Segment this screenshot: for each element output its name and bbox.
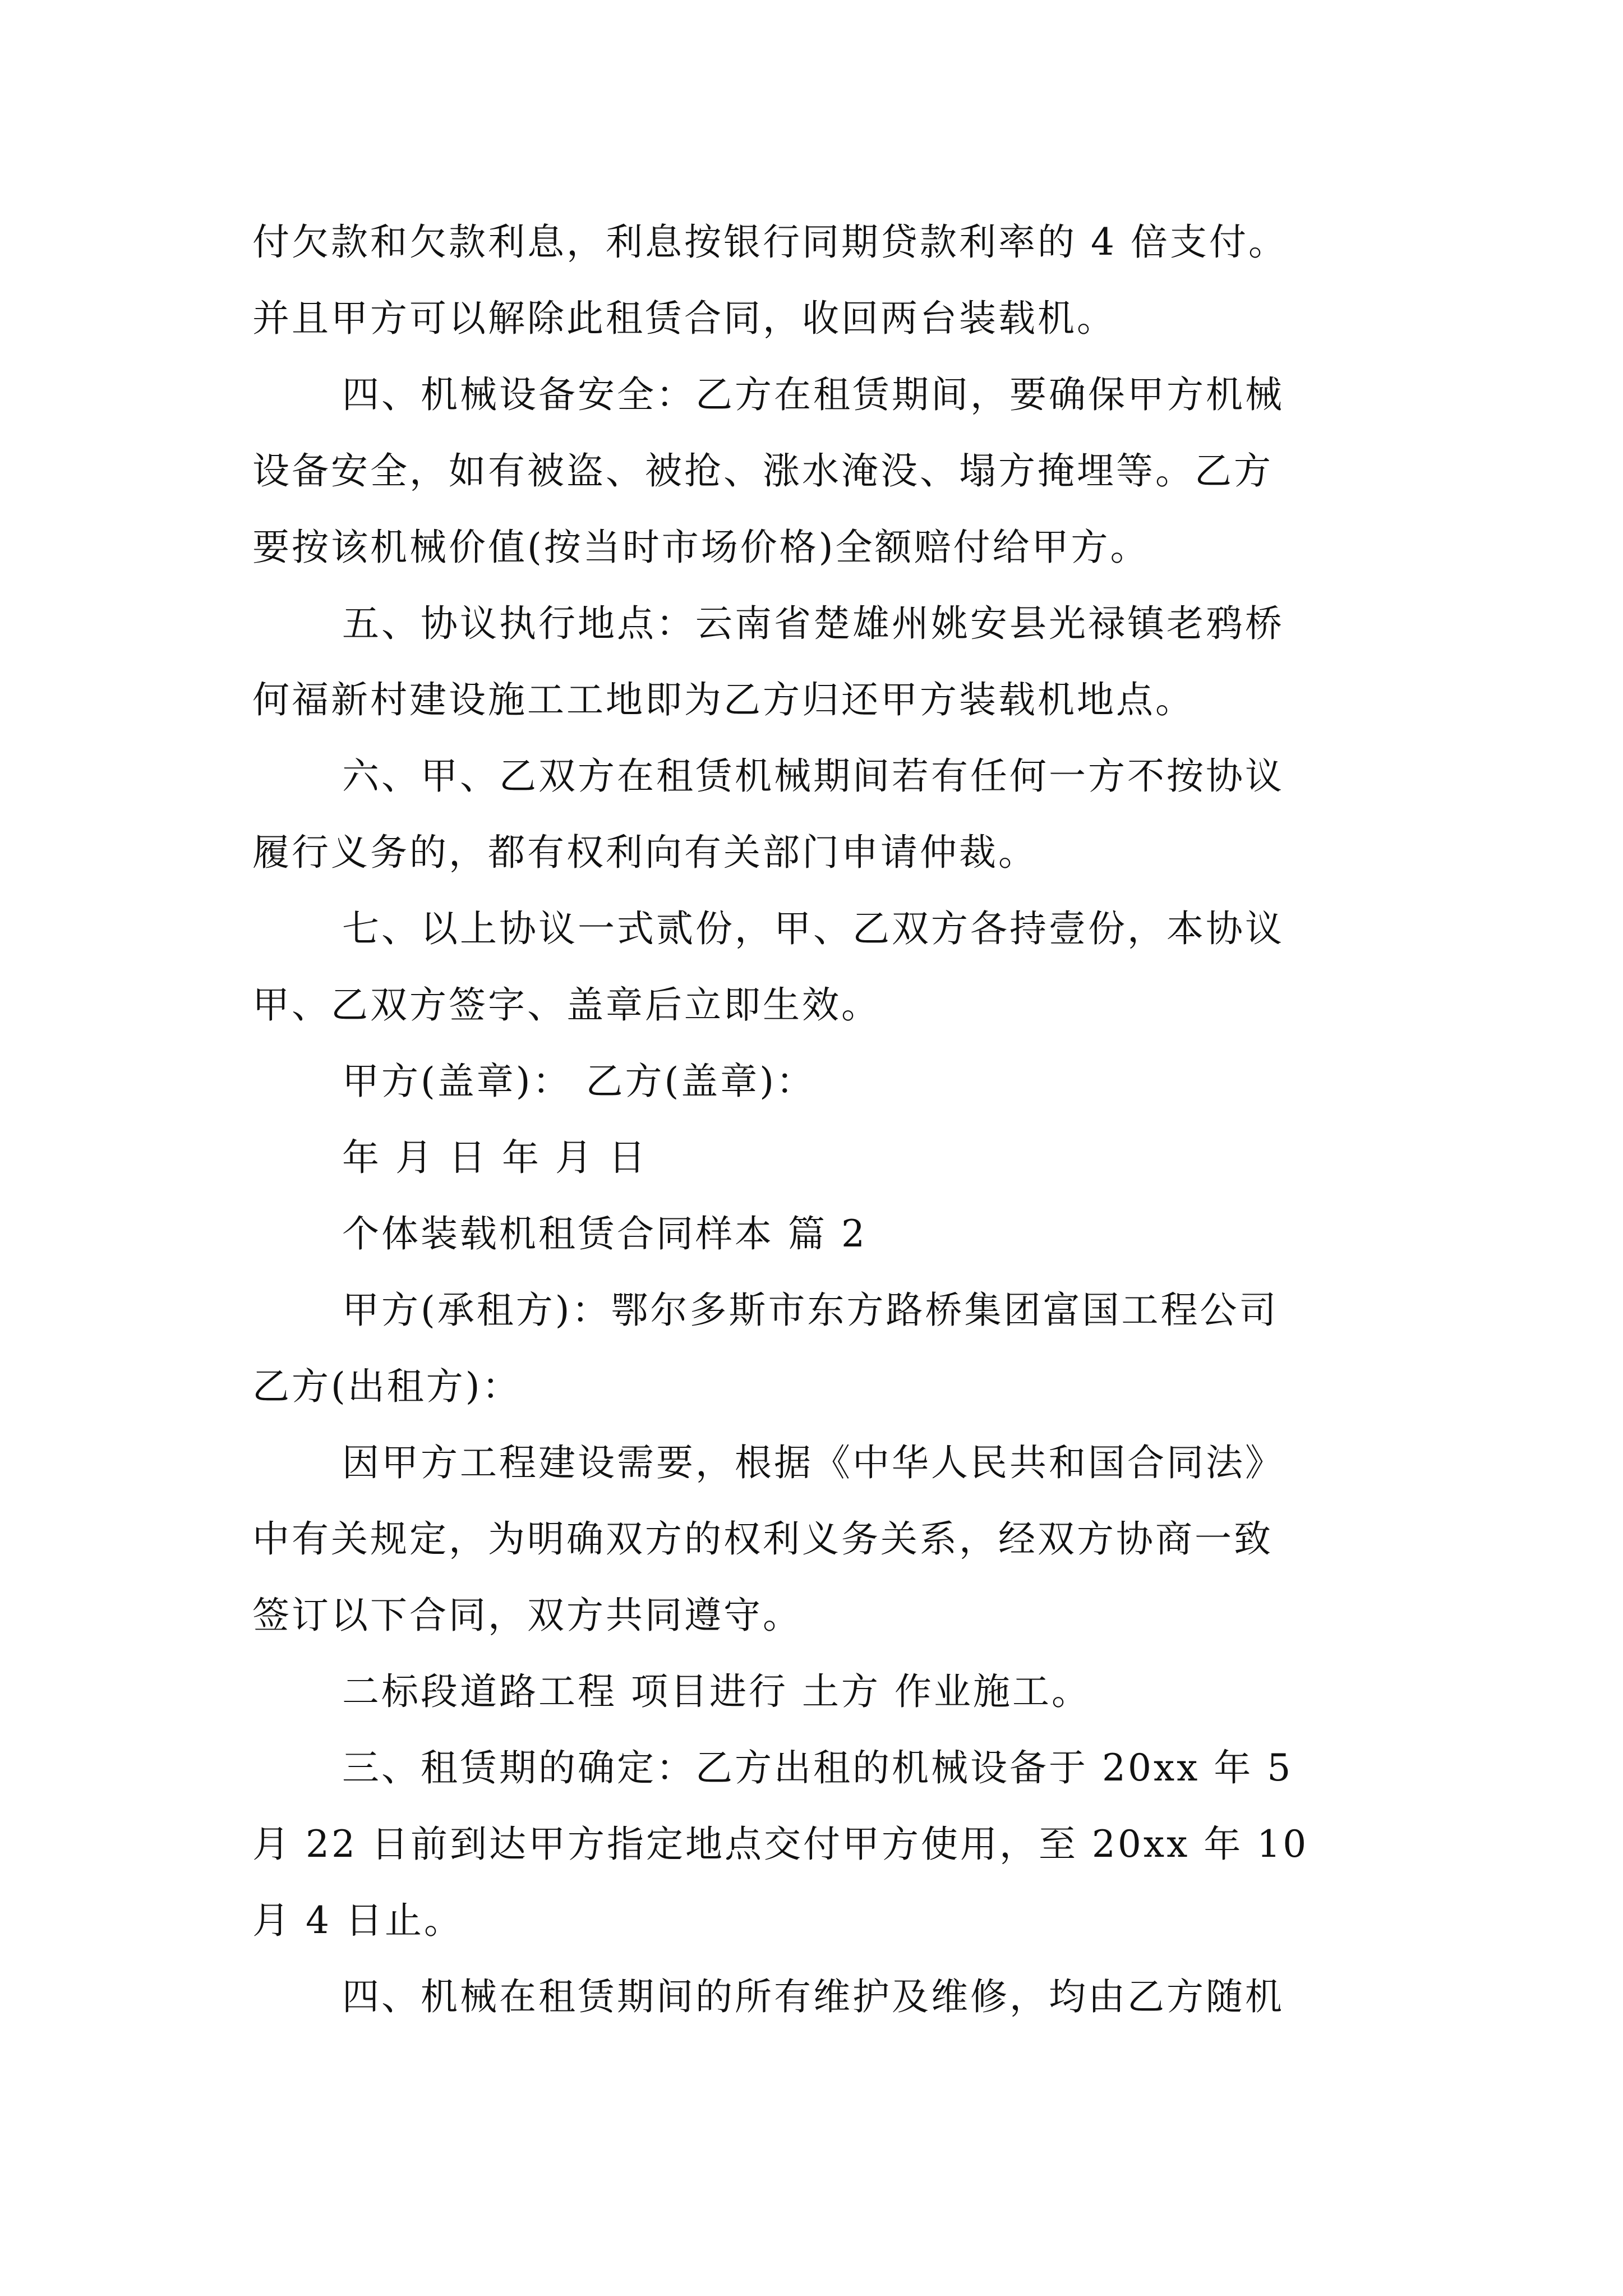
text-line: 六、甲、乙双方在租赁机械期间若有任何一方不按协议 [342,754,1284,798]
text-line: 中有关规定，为明确双方的权利义务关系，经双方协商一致 [252,1517,1273,1561]
text-line: 四、机械在租赁期间的所有维护及维修，均由乙方随机 [342,1975,1284,2018]
signature-line: 甲方(盖章)： 乙方(盖章)： [342,1060,815,1103]
text-line: 签订以下合同，双方共同遵守。 [252,1594,802,1637]
date-line: 年 月 日 年 月 日 [342,1136,648,1179]
text-line: 因甲方工程建设需要，根据《中华人民共和国合同法》 [342,1441,1284,1484]
party-b-line: 乙方(出租方)： [252,1365,522,1408]
text-line: 月 4 日止。 [252,1899,463,1942]
text-line: 付欠款和欠款利息，利息按银行同期贷款利率的 4 倍支付。 [252,220,1288,264]
text-line: 履行义务的，都有权利向有关部门申请仲裁。 [252,831,1038,874]
text-line: 并且甲方可以解除此租赁合同，收回两台装载机。 [252,297,1116,340]
text-line: 月 22 日前到达甲方指定地点交付甲方使用，至 20xx 年 10 [252,1823,1309,1866]
text-line: 何福新村建设施工工地即为乙方归还甲方装载机地点。 [252,678,1195,721]
text-line: 二标段道路工程 项目进行 土方 作业施工。 [342,1670,1091,1713]
text-line: 四、机械设备安全：乙方在租赁期间，要确保甲方机械 [342,373,1284,416]
text-line: 甲、乙双方签字、盖章后立即生效。 [252,983,880,1027]
text-line: 五、协议执行地点：云南省楚雄州姚安县光禄镇老鸦桥 [342,602,1284,645]
text-line: 要按该机械价值(按当时市场价格)全额赔付给甲方。 [252,526,1150,569]
text-line: 三、租赁期的确定：乙方出租的机械设备于 20xx 年 5 [342,1746,1293,1789]
party-a-line: 甲方(承租方)：鄂尔多斯市东方路桥集团富国工程公司 [342,1289,1279,1332]
text-line: 七、以上协议一式贰份，甲、乙双方各持壹份，本协议 [342,907,1284,950]
text-line: 设备安全，如有被盗、被抢、涨水淹没、塌方掩埋等。乙方 [252,449,1273,493]
section-heading: 个体装载机租赁合同样本 篇 2 [342,1212,867,1255]
